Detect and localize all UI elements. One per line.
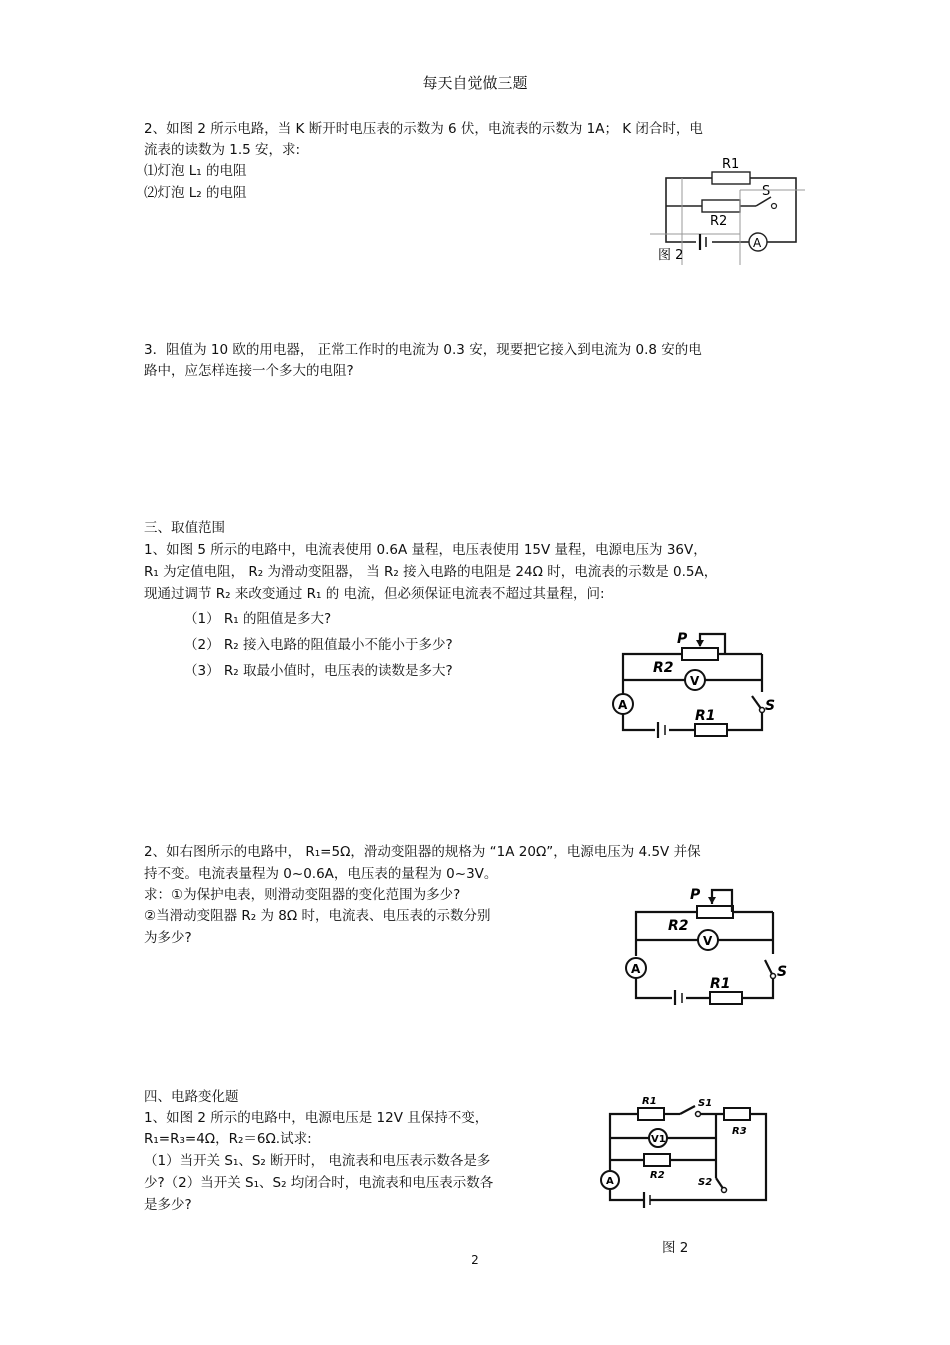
section-3-p1-line-2: R₁ 为定值电阻， R₂ 为滑动变阻器， 当 R₂ 接入电路的电阻是 24Ω 时，电流表的示数是 0.5A， [144, 564, 718, 580]
problem-2-line-2: 流表的读数为 1.5 安，求: [144, 142, 301, 158]
section-4-line-3: （1）当开关 S₁、S₂ 断开时， 电流表和电压表示数各是多 [144, 1153, 491, 1169]
section-3-p1-line-3: 现通过调节 R₂ 来改变通过 R₁ 的 电流，但必须保证电流表不超过其量程，问: [144, 586, 605, 602]
label-p: P [677, 631, 688, 647]
circuit-figure-5 [605, 630, 785, 740]
section-3-p2-line-4: ②当滑动变阻器 R₂ 为 8Ω 时，电流表、电压表的示数分别 [144, 908, 491, 924]
problem-2-question-1: ⑴灯泡 L₁ 的电阻 [144, 163, 247, 179]
section-3-p1-question-2: （2） R₂ 接入电路的阻值最小不能小于多少? [184, 637, 453, 653]
section-3-p2-line-2: 持不变。电流表量程为 0~0.6A，电压表的量程为 0~3V。 [144, 866, 498, 882]
section-3-p1-line-1: 1、如图 5 所示的电路中，电流表使用 0.6A 量程，电压表使用 15V 量程，电源电压为 36V， [144, 542, 707, 558]
section-4-line-4: 少?（2）当开关 S₁、S₂ 均闭合时，电流表和电压表示数各 [144, 1175, 494, 1191]
figure-2-caption-bottom: 图 2 [662, 1240, 689, 1256]
page-header: 每天自觉做三题 [422, 74, 528, 92]
section-4-line-5: 是多少? [144, 1197, 192, 1213]
label-a: A [618, 698, 628, 712]
label-r1: R1 [710, 976, 731, 992]
circuit-figure-6 [620, 884, 800, 1004]
problem-2-question-2: ⑵灯泡 L₂ 的电阻 [144, 185, 247, 201]
label-v1: V1 [651, 1134, 666, 1145]
section-3-title: 三、取值范围 [144, 520, 225, 536]
section-3-p2-line-1: 2、如右图所示的电路中， R₁=5Ω，滑动变阻器的规格为 “1A 20Ω”，电源电压为 4.5V 并保 [144, 844, 701, 860]
label-r1: R1 [722, 157, 740, 172]
circuit-figure-2a [650, 150, 810, 265]
label-r2: R2 [650, 1170, 665, 1181]
label-s: S [765, 698, 776, 714]
label-r2: R2 [710, 214, 728, 229]
label-s: S [762, 184, 771, 199]
circuit-figure-2b [598, 1090, 778, 1220]
label-p: P [690, 887, 701, 903]
label-a: A [753, 236, 762, 250]
figure-caption: 图 2 [658, 248, 684, 263]
section-3-p2-line-5: 为多少? [144, 930, 192, 946]
label-r2: R2 [668, 918, 689, 934]
page-number: 2 [471, 1253, 479, 1267]
problem-2-line-1: 2、如图 2 所示电路，当 K 断开时电压表的示数为 6 伏，电流表的示数为 1A； K 闭合时，电 [144, 121, 703, 137]
label-r3: R3 [732, 1126, 747, 1137]
label-v: V [690, 674, 700, 688]
section-4-line-1: 1、如图 2 所示的电路中，电源电压是 12V 且保持不变， [144, 1110, 489, 1126]
problem-3-line-1: 3．阻值为 10 欧的用电器， 正常工作时的电流为 0.3 安，现要把它接入到电流为 0.8 安的电 [144, 342, 702, 358]
section-4-title: 四、电路变化题 [144, 1089, 239, 1105]
label-s2: S2 [698, 1177, 713, 1188]
section-3-p2-line-3: 求：①为保护电表，则滑动变阻器的变化范围为多少? [144, 887, 461, 903]
label-s: S [777, 964, 788, 980]
section-4-line-2: R₁=R₃=4Ω，R₂＝6Ω.试求: [144, 1131, 312, 1147]
label-r2: R2 [653, 660, 674, 676]
label-r1: R1 [695, 708, 716, 724]
section-3-p1-question-3: （3） R₂ 取最小值时，电压表的读数是多大? [184, 663, 453, 679]
label-a: A [606, 1176, 614, 1187]
label-r1: R1 [642, 1096, 657, 1107]
section-3-p1-question-1: （1） R₁ 的阻值是多大? [184, 611, 332, 627]
label-s1: S1 [698, 1098, 713, 1109]
label-a: A [631, 962, 641, 976]
problem-3-line-2: 路中，应怎样连接一个多大的电阻? [144, 363, 354, 379]
label-v: V [703, 934, 713, 948]
